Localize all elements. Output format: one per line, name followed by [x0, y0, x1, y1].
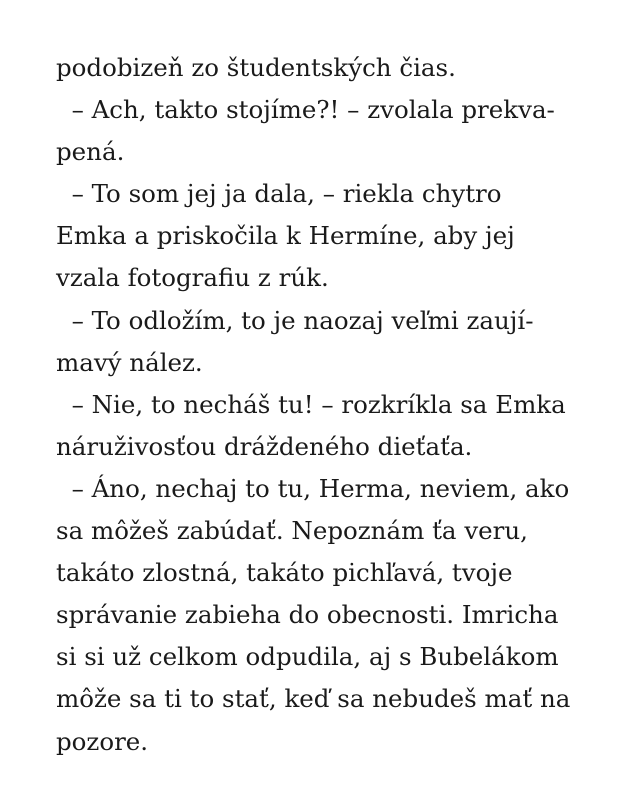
text-line: – Áno, nechaj to tu, Herma, neviem, ako: [56, 473, 570, 503]
text-line: môže sa ti to stať, keď sa nebudeš mať na: [56, 684, 571, 714]
text-line: podobizeň zo študentských čias.: [56, 53, 456, 82]
text-line: Emka a priskočila k Hermíne, aby jej: [56, 221, 515, 251]
text-line: mavý nález.: [56, 347, 203, 377]
text-line: náruživosťou dráždeného dieťaťa.: [56, 431, 473, 461]
text-line: takáto zlostná, takáto pichľavá, tvoje: [56, 558, 513, 588]
text-line: – To odložím, to je naozaj veľmi zaují-: [56, 305, 534, 335]
text-line: – Nie, to necháš tu! – rozkríkla sa Emka: [56, 389, 566, 419]
text-line: – Ach, takto stojíme?! – zvolala prekva-: [56, 95, 555, 125]
page-text: [56, 47, 616, 763]
text-line: pená.: [56, 137, 125, 167]
text-line: si si už celkom odpudila, aj s Bubelákom: [56, 642, 559, 672]
text-line: vzala fotografiu z rúk.: [56, 263, 329, 293]
text-line: – To som jej ja dala, – riekla chytro: [56, 179, 502, 209]
text-line: správanie zabieha do obecnosti. Imricha: [56, 600, 559, 630]
text-line: pozore.: [56, 726, 149, 756]
text-line: sa môžeš zabúdať. Nepoznám ťa veru,: [56, 516, 528, 546]
